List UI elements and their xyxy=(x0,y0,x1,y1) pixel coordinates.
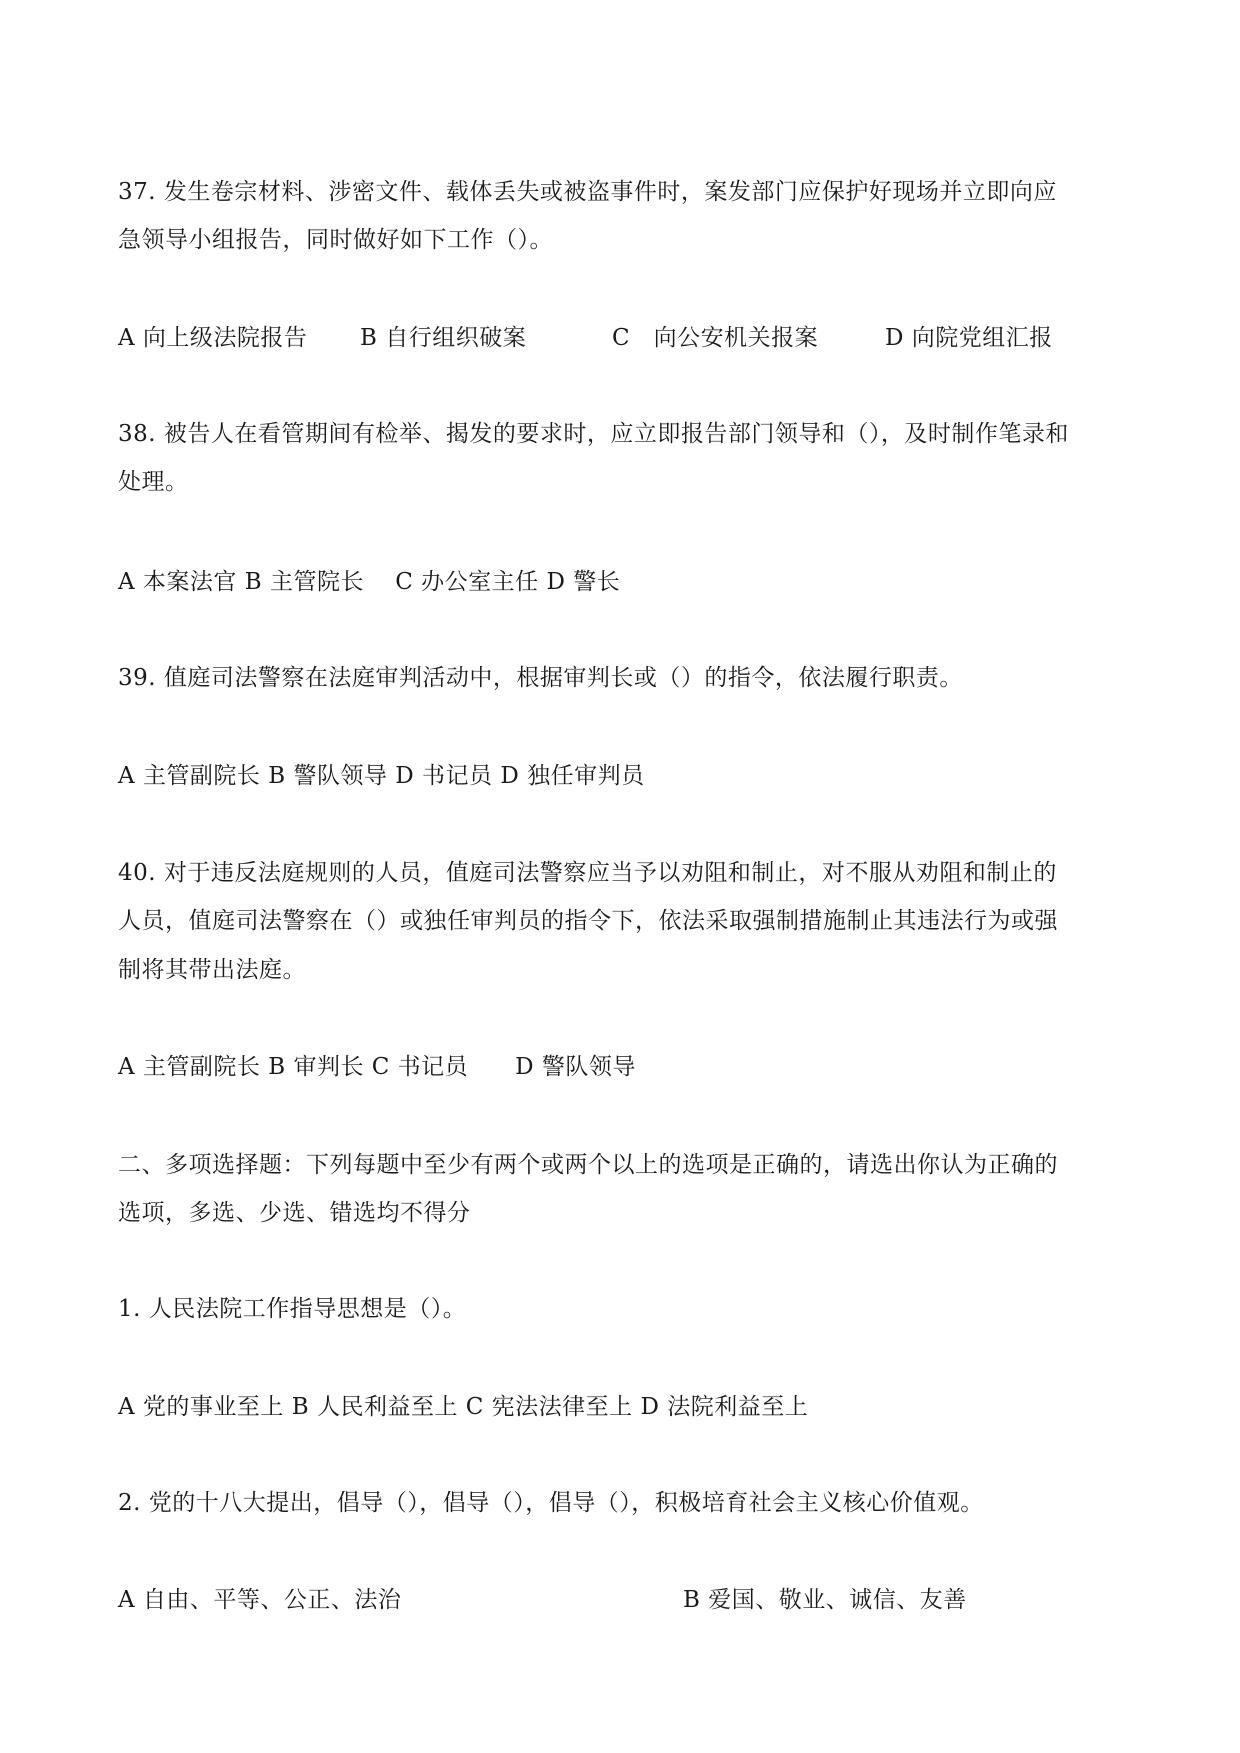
question-37-option-b: B 自行组织破案 xyxy=(360,325,527,351)
multi-question-1-options: A 党的事业至上 B 人民利益至上 C 宪法法律至上 D 法院利益至上 xyxy=(118,1394,809,1420)
question-38-text-line-1: 38. 被告人在看管期间有检举、揭发的要求时，应立即报告部门领导和（），及时制作笔录和 xyxy=(118,421,1069,447)
multi-question-2-option-b: B 爱国、敬业、诚信、友善 xyxy=(683,1587,967,1613)
question-37-option-d: D 向院党组汇报 xyxy=(885,325,1053,351)
multi-question-2-text: 2. 党的十八大提出，倡导（），倡导（），倡导（），积极培育社会主义核心价值观。 xyxy=(118,1490,984,1516)
section-2-heading-line-2: 选项，多选、少选、错选均不得分 xyxy=(118,1200,471,1226)
multi-question-1-text: 1. 人民法院工作指导思想是（）。 xyxy=(118,1296,467,1322)
question-37-text-line-2: 急领导小组报告，同时做好如下工作（）。 xyxy=(118,227,553,253)
question-37-option-c: C 向公安机关报案 xyxy=(612,325,819,351)
section-2-heading-line-1: 二、多项选择题：下列每题中至少有两个或两个以上的选项是正确的，请选出你认为正确的 xyxy=(118,1152,1058,1178)
question-40-options: A 主管副院长 B 审判长 C 书记员 D 警队领导 xyxy=(118,1054,636,1080)
question-39-text-line-1: 39. 值庭司法警察在法庭审判活动中，根据审判长或（）的指令，依法履行职责。 xyxy=(118,665,963,691)
question-40-text-line-2: 人员，值庭司法警察在（）或独任审判员的指令下，依法采取强制措施制止其违法行为或强 xyxy=(118,908,1058,934)
question-38-text-line-2: 处理。 xyxy=(118,469,189,495)
question-39-options: A 主管副院长 B 警队领导 D 书记员 D 独任审判员 xyxy=(118,763,645,789)
question-38-options: A 本案法官 B 主管院长 C 办公室主任 D 警长 xyxy=(118,569,621,595)
multi-question-2-option-a: A 自由、平等、公正、法治 xyxy=(118,1587,402,1613)
question-40-text-line-3: 制将其带出法庭。 xyxy=(118,957,306,983)
question-37-text-line-1: 37. 发生卷宗材料、涉密文件、载体丢失或被盗事件时，案发部门应保护好现场并立即向应 xyxy=(118,179,1057,205)
question-40-text-line-1: 40. 对于违反法庭规则的人员，值庭司法警察应当予以劝阻和制止，对不服从劝阻和制止的 xyxy=(118,860,1057,886)
question-37-option-a: A 向上级法院报告 xyxy=(118,325,308,351)
